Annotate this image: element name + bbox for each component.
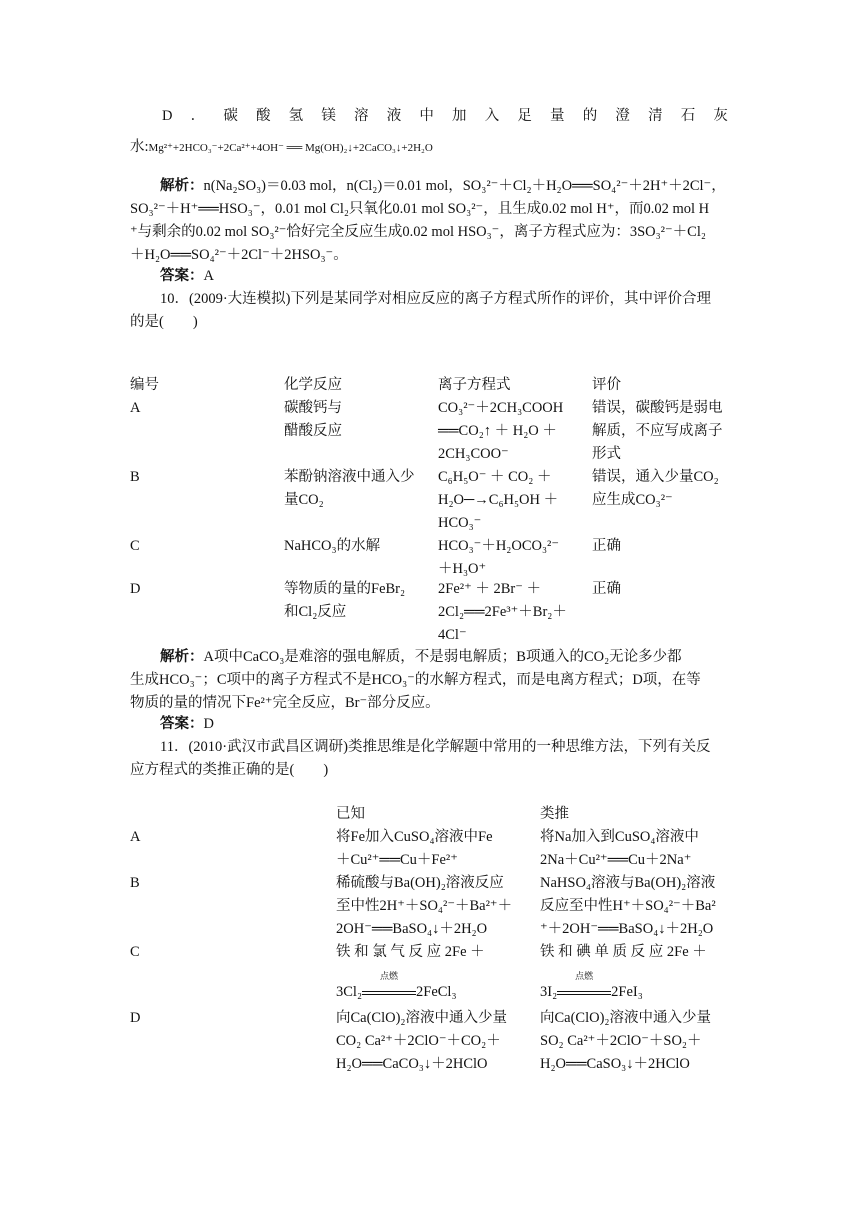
- analysis-text: n(Na₂SO₃)＝0.03 mol，n(Cl₂)＝0.01 mol，SO₃²⁻＋Cl₂＋H₂O══SO₄²⁻＋2H⁺＋2Cl⁻，: [203, 178, 726, 194]
- evaluation-cell: [592, 466, 719, 512]
- reaction-cell: [284, 578, 405, 624]
- reaction-cell: [284, 535, 380, 558]
- cell-line: CO₃²⁻＋2CH₃COOH: [438, 400, 564, 416]
- cell-line: 苯酚钠溶液中通入少: [284, 469, 415, 485]
- cell-line: NaHCO₃的水解: [284, 538, 381, 554]
- cell-line: 2OH⁻══BaSO₄↓＋2H₂O: [336, 921, 488, 937]
- cell-line: HCO₃⁻: [438, 515, 482, 531]
- answer-value: D: [203, 716, 214, 732]
- reaction-cell: [284, 466, 415, 512]
- option-char: 液: [386, 108, 402, 124]
- analysis-text: A项中CaCO₃是难溶的强电解质，不是弱电解质；B项通入的CO₂无论多少都: [203, 649, 682, 665]
- row-id: C: [130, 944, 140, 960]
- cell-line: HCO₃⁻＋H₂OCO₃²⁻: [438, 538, 560, 554]
- row-id: A: [130, 829, 141, 845]
- row-id: B: [130, 469, 140, 485]
- cell-line: SO₂ Ca²⁺＋2ClO⁻＋SO₂＋: [540, 1033, 702, 1049]
- table-header: 离子方程式: [438, 377, 511, 393]
- cell-line: 稀硫酸与Ba(OH)₂溶液反应: [336, 875, 504, 891]
- cell-line: 解质，不应写成离子: [592, 423, 723, 439]
- equation-cell: [438, 466, 558, 535]
- option-char: 氢: [288, 108, 304, 124]
- evaluation-cell: [592, 578, 621, 601]
- equation-part: 3Cl₂: [336, 984, 363, 1000]
- option-char: D: [162, 108, 173, 124]
- cell-line: 将Na加入到CuSO₄溶液中: [540, 829, 699, 845]
- option-char: ．: [190, 108, 206, 124]
- q10-stem-line1: [160, 289, 711, 309]
- cell-line: H₂O─→C₆H₅OH ＋: [438, 492, 559, 508]
- analysis-text: 物质的量的情况下Fe²⁺完全反应，Br⁻部分反应。: [130, 695, 440, 711]
- option-char: 镁: [321, 108, 336, 124]
- equation-part: 3I₂: [540, 984, 558, 1000]
- reaction-condition: [362, 971, 416, 1004]
- q11-stem-line2: [130, 760, 328, 780]
- q10-stem-line2: [130, 312, 198, 332]
- option-char: 中: [419, 108, 434, 124]
- cell-line: ＋Cu²⁺══Cu＋Fe²⁺: [336, 852, 458, 868]
- condition-equation: [540, 971, 707, 1004]
- option-char: 石: [680, 108, 696, 124]
- cell-line: 2Na＋Cu²⁺══Cu＋2Na⁺: [540, 852, 692, 868]
- evaluation-cell: [592, 397, 723, 466]
- option-text: 水:: [130, 139, 149, 155]
- q9-analysis-line4: [130, 245, 348, 265]
- cell-line: 错误，碳酸钙是弱电: [592, 400, 723, 416]
- known-cell: [336, 826, 493, 872]
- cell-line: 量CO₂: [284, 492, 324, 508]
- equation-part: 2FeCl₃: [416, 984, 457, 1000]
- cell-line: CO₂ Ca²⁺＋2ClO⁻＋CO₂＋: [336, 1033, 501, 1049]
- cell-line: 铁 和 氯 气 反 应 2Fe ＋: [336, 944, 485, 960]
- analog-cell: [540, 941, 707, 1004]
- row-id: C: [130, 538, 140, 554]
- analysis-text: ⁺与剩余的0.02 mol SO₃²⁻恰好完全反应生成0.02 mol HSO₃⁻，离子方程式应为：3SO₃²⁻＋Cl₂: [130, 224, 706, 240]
- q9-analysis-line1: [160, 176, 726, 196]
- cell-line: 碳酸钙与: [284, 400, 342, 416]
- cell-line: 反应至中性H⁺＋SO₄²⁻＋Ba²: [540, 898, 716, 914]
- cell-line: ══CO₂↑ ＋ H₂O ＋: [438, 423, 557, 439]
- option-char: 足: [517, 108, 532, 124]
- equation-cell: [438, 535, 559, 581]
- q10-analysis-line2: [130, 670, 701, 690]
- option-char: 量: [550, 108, 565, 124]
- option-char: 澄: [615, 108, 630, 124]
- q10-analysis-line3: [130, 693, 440, 713]
- cell-line: 和Cl₂反应: [284, 604, 347, 620]
- cell-line: ＋H₃O⁺: [438, 561, 487, 577]
- condition-equation: [336, 971, 485, 1004]
- cell-line: 将Fe加入CuSO₄溶液中Fe: [336, 829, 493, 845]
- cell-line: 正确: [592, 581, 621, 597]
- q9-analysis-line2: [130, 199, 709, 219]
- equation-cell: [438, 397, 563, 466]
- cell-line: 2Fe²⁺ ＋ 2Br⁻ ＋: [438, 581, 542, 597]
- table-header: 评价: [592, 377, 621, 393]
- cell-line: 2CH₃COO⁻: [438, 446, 509, 462]
- analysis-label: 解析：: [160, 178, 204, 194]
- q9-analysis-line3: [130, 222, 706, 242]
- known-cell: [336, 872, 512, 941]
- option-char: 清: [648, 108, 663, 124]
- evaluation-cell: [592, 535, 621, 558]
- row-id: B: [130, 875, 140, 891]
- q11-stem-line1: [160, 737, 710, 757]
- option-char: 碳: [223, 108, 238, 124]
- question-text: 10．(2009·大连模拟)下列是某同学对相应反应的离子方程式所作的评价，其中评价合理: [160, 291, 711, 307]
- analysis-text: 生成HCO₃⁻；C项中的离子方程式不是HCO₃⁻的水解方程式，而是电离方程式；D项，在等: [130, 672, 701, 688]
- cell-line: 形式: [592, 446, 621, 462]
- cell-line: H₂O══CaSO₃↓＋2HClO: [540, 1056, 690, 1072]
- answer-value: A: [203, 268, 214, 284]
- row-id: A: [130, 400, 141, 416]
- cell-line: 应生成CO₃²⁻: [592, 492, 673, 508]
- equals-sign: [557, 991, 611, 995]
- q9-answer: [160, 266, 214, 286]
- condition-label: 点燃: [575, 971, 594, 981]
- option-char: 的: [582, 108, 598, 124]
- question-text: 应方程式的类推正确的是( ): [130, 762, 329, 778]
- q10-analysis-line1: [160, 647, 682, 667]
- q9-option-d-line1: [162, 106, 728, 126]
- reaction-condition: [557, 971, 611, 1004]
- option-char: 加: [452, 108, 467, 124]
- cell-line: 向Ca(ClO)₂溶液中通入少量: [540, 1010, 711, 1026]
- condition-label: 点燃: [380, 971, 399, 981]
- cell-line: 2Cl₂══2Fe³⁺＋Br₂＋: [438, 604, 567, 620]
- cell-line: 铁 和 碘 单 质 反 应 2Fe ＋: [540, 944, 707, 960]
- option-char: 酸: [256, 108, 271, 124]
- known-cell: [336, 941, 485, 1004]
- q9-option-d-line2: [130, 137, 433, 158]
- cell-line: C₆H₅O⁻ ＋ CO₂ ＋: [438, 469, 552, 485]
- q10-answer: [160, 714, 214, 734]
- cell-line: 错误，通入少量CO₂: [592, 469, 719, 485]
- analog-cell: [540, 872, 716, 941]
- table-header: 类推: [540, 806, 569, 822]
- analog-cell: [540, 826, 699, 872]
- cell-line: 醋酸反应: [284, 423, 342, 439]
- table-header: 已知: [336, 806, 365, 822]
- equals-sign: [362, 991, 416, 995]
- cell-line: NaHSO₄溶液与Ba(OH)₂溶液: [540, 875, 716, 891]
- analysis-label: 解析：: [160, 649, 204, 665]
- question-text: 的是( ): [130, 314, 198, 330]
- cell-line: H₂O══CaCO₃↓＋2HClO: [336, 1056, 488, 1072]
- cell-line: 正确: [592, 538, 621, 554]
- analog-cell: [540, 1007, 711, 1076]
- cell-line: 4Cl⁻: [438, 627, 467, 643]
- table-header: 编号: [130, 377, 159, 393]
- option-char: 灰: [713, 108, 728, 124]
- row-id: D: [130, 581, 141, 597]
- equation-part: 2FeI₃: [611, 984, 643, 1000]
- analysis-text: SO₃²⁻＋H⁺══HSO₃⁻，0.01 mol Cl₂只氧化0.01 mol SO₃²⁻，且生成0.02 mol H⁺，而0.02 mol H: [130, 201, 710, 217]
- answer-label: 答案：: [160, 268, 204, 284]
- option-char: 溶: [354, 108, 369, 124]
- cell-line: 等物质的量的FeBr₂: [284, 581, 406, 597]
- analysis-text: ＋H₂O══SO₄²⁻＋2Cl⁻＋2HSO₃⁻。: [130, 247, 348, 263]
- option-char: 入: [484, 108, 500, 124]
- cell-line: ⁺＋2OH⁻══BaSO₄↓＋2H₂O: [540, 921, 714, 937]
- option-equation: Mg²⁺+2HCO₃⁻+2Ca²⁺+4OH⁻ ══ Mg(OH)₂↓+2CaCO₃↓+2H₂O: [148, 142, 433, 154]
- row-id: D: [130, 1010, 141, 1026]
- answer-label: 答案：: [160, 716, 204, 732]
- known-cell: [336, 1007, 507, 1076]
- cell-line: 向Ca(ClO)₂溶液中通入少量: [336, 1010, 507, 1026]
- cell-line: 至中性2H⁺＋SO₄²⁻＋Ba²⁺＋: [336, 898, 513, 914]
- equation-cell: [438, 578, 567, 647]
- reaction-cell: [284, 397, 342, 443]
- table-header: 化学反应: [284, 377, 342, 393]
- question-text: 11．(2010·武汉市武昌区调研)类推思维是化学解题中常用的一种思维方法，下列有关反: [160, 739, 711, 755]
